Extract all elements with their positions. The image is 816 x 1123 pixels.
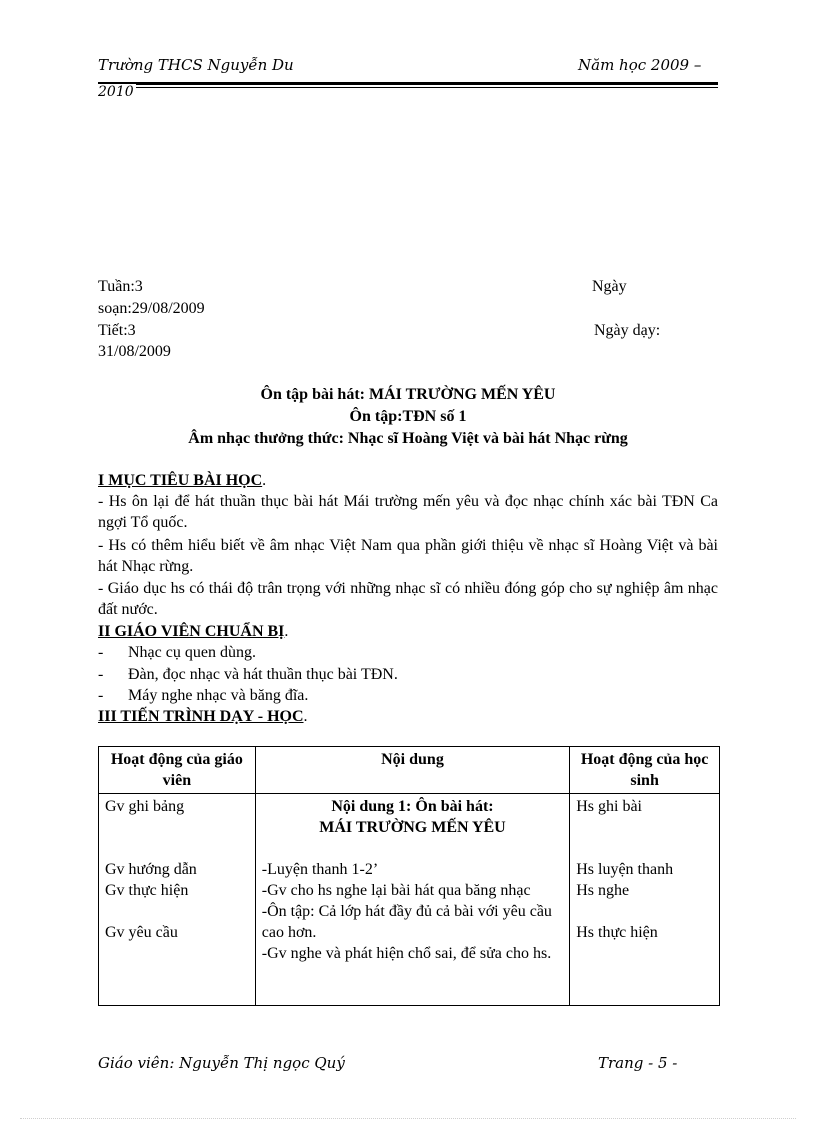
student-activity-3: Hs nghe (576, 882, 630, 899)
prep-item-3: - Máy nghe nhạc và băng đĩa. (98, 687, 309, 704)
header-year-end: 2010 (98, 84, 134, 100)
header-student-activity: Hoạt động của học sinh (570, 747, 720, 794)
prepare-date: soạn:29/08/2009 (98, 300, 205, 317)
header-rule-thick (98, 82, 718, 85)
header-school: Trường THCS Nguyễn Du (98, 56, 294, 74)
period-label: Tiết:3 (98, 322, 136, 339)
content-cell (255, 794, 569, 1006)
week-label: Tuần:3 (98, 278, 143, 295)
table-header-row (99, 747, 720, 794)
footer-page-number: Trang - 5 - (598, 1054, 678, 1072)
header-rule-thin (98, 87, 718, 88)
teacher-activity-4: Gv yêu cầu (105, 924, 178, 941)
header-school-year: Năm học 2009 – (578, 56, 702, 74)
content-item-2: -Gv cho hs nghe lại bài hát qua băng nhạc (261, 882, 531, 899)
content-title-1: Nội dung 1: Ôn bài hát: (331, 798, 494, 815)
objective-2: - Hs có thêm hiểu biết về âm nhạc Việt Nam qua phần giới thiệu về nhạc sĩ Hoàng Việt và bài hát Nhạc rừng. (98, 537, 718, 575)
prep-item-2: - Đàn, đọc nhạc và hát thuần thục bài TĐN. (98, 666, 398, 683)
ngay-soan-label: Ngày (592, 278, 627, 295)
header-content: Nội dung (255, 747, 569, 794)
table-row (99, 794, 720, 1006)
section3-heading: III TIẾN TRÌNH DẠY - HỌC (98, 708, 304, 725)
objective-3: - Giáo dục hs có thái độ trân trọng với những nhạc sĩ có nhiều đóng góp cho sự nghiệp âm nhạc đất nước. (98, 580, 718, 618)
student-activity-4: Hs thực hiện (576, 924, 658, 941)
content-item-4: -Gv nghe và phát hiện chổ sai, để sửa cho hs. (261, 945, 552, 962)
header-teacher-activity: Hoạt động của giáo viên (99, 747, 256, 794)
teacher-activity-3: Gv thực hiện (105, 882, 189, 899)
lesson-title-1: Ôn tập bài hát: MÁI TRƯỜNG MẾN YÊU (260, 386, 556, 403)
section2-heading: II GIÁO VIÊN CHUẨN BỊ (98, 623, 285, 640)
student-activity-cell (570, 794, 720, 1006)
page-edge-divider (20, 1118, 796, 1119)
teacher-activity-2: Gv hướng dẫn (105, 861, 197, 878)
ngay-day-label: Ngày dạy: (594, 322, 661, 339)
content-item-3: -Ôn tập: Cả lớp hát đầy đủ cả bài với yêu cầu cao hơn. (261, 903, 552, 941)
lesson-title-2: Ôn tập:TĐN số 1 (349, 408, 467, 425)
teach-date: 31/08/2009 (98, 343, 171, 360)
lesson-title-3: Âm nhạc thưởng thức: Nhạc sĩ Hoàng Việt và bài hát Nhạc rừng (188, 430, 628, 447)
section1-heading-wrap: I MỤC TIÊU BÀI HỌC. (98, 472, 267, 489)
section1-heading: I MỤC TIÊU BÀI HỌC (98, 472, 263, 489)
footer-teacher: Giáo viên: Nguyễn Thị ngọc Quý (98, 1054, 345, 1072)
student-activity-2: Hs luyện thanh (576, 861, 674, 878)
content-title-2: MÁI TRƯỜNG MẾN YÊU (319, 819, 506, 836)
student-activity-1: Hs ghi bài (576, 798, 642, 815)
teacher-activity-cell (99, 794, 256, 1006)
prep-item-1: - Nhạc cụ quen dùng. (98, 644, 256, 661)
teacher-activity-1: Gv ghi bảng (105, 798, 185, 815)
section3-heading-wrap: III TIẾN TRÌNH DẠY - HỌC. (98, 708, 308, 725)
objective-1: - Hs ôn lại để hát thuần thục bài hát Mái trường mến yêu và đọc nhạc chính xác bài TĐN Ca ngợi Tổ quốc. (98, 493, 718, 531)
lesson-table (98, 746, 720, 1006)
section2-heading-wrap: II GIÁO VIÊN CHUẨN BỊ. (98, 623, 289, 640)
content-item-1: -Luyện thanh 1-2’ (261, 861, 379, 878)
